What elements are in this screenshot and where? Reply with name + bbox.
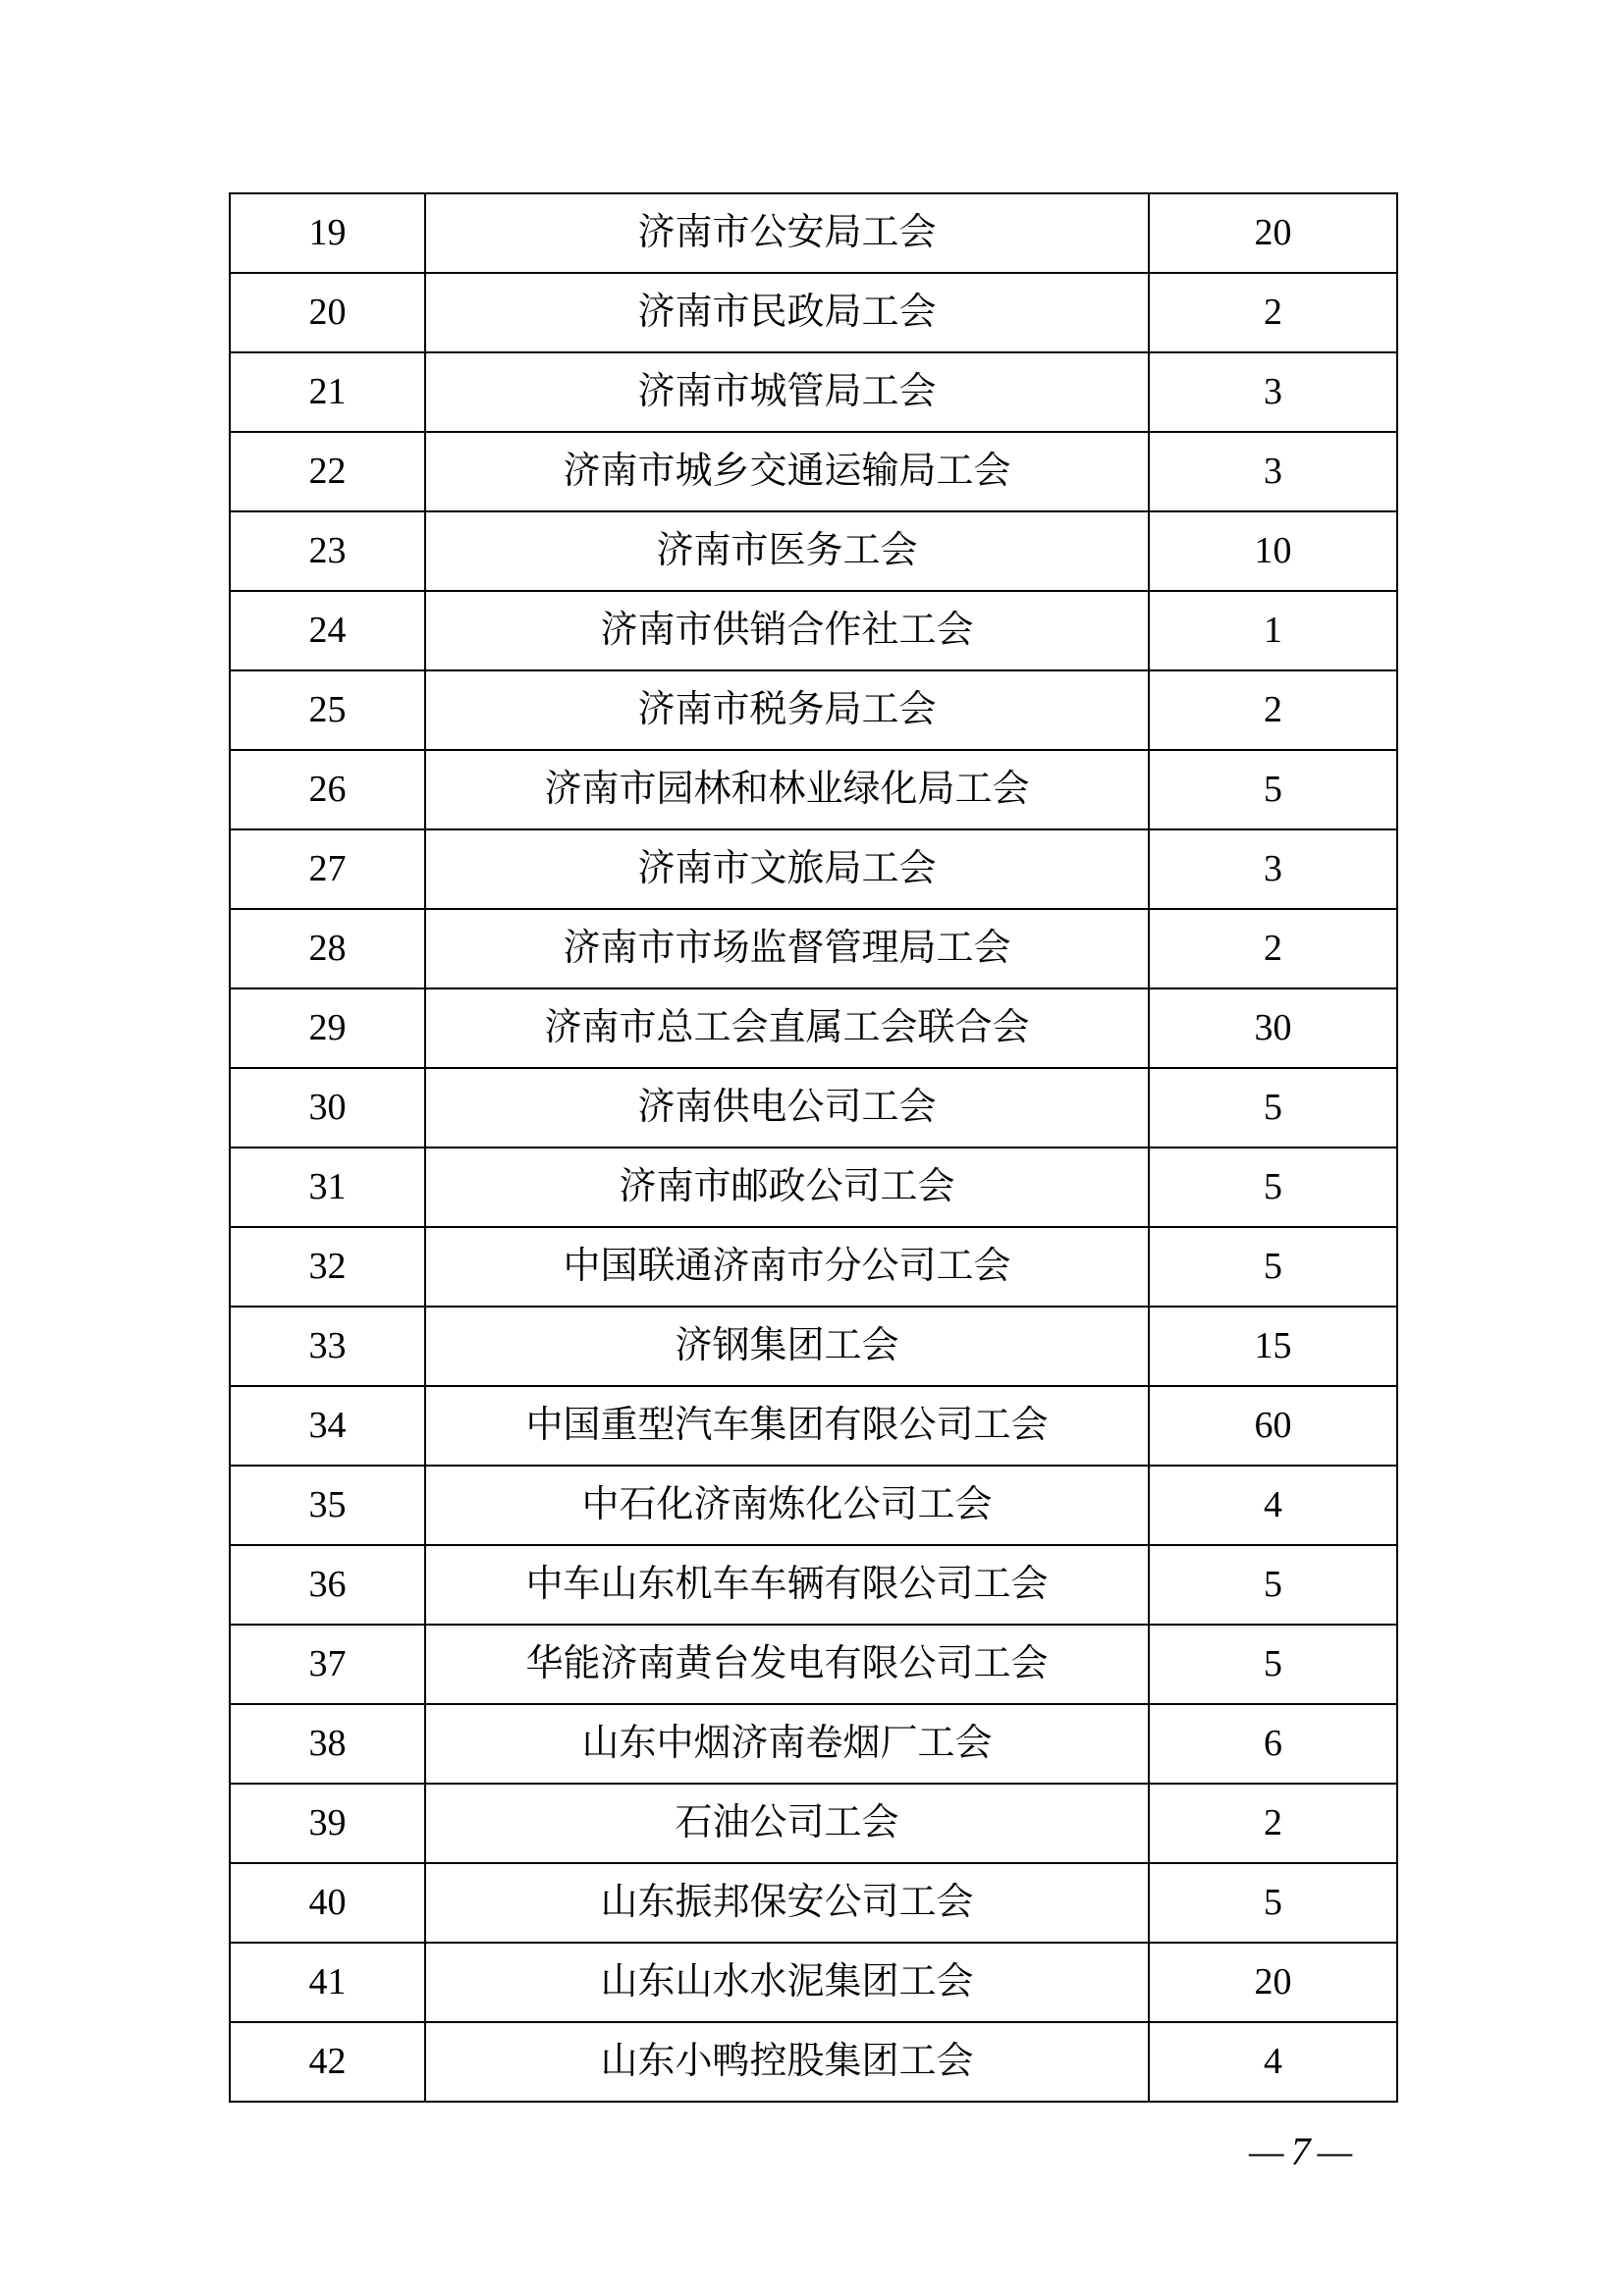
table-row xyxy=(230,1386,1397,1466)
row-number-cell: 39 xyxy=(230,1784,425,1863)
union-name-cell: 济南市医务工会 xyxy=(425,511,1149,591)
table-row xyxy=(230,1784,1397,1863)
union-name-cell: 华能济南黄台发电有限公司工会 xyxy=(425,1625,1149,1704)
row-number-cell: 31 xyxy=(230,1148,425,1227)
quota-count-cell: 2 xyxy=(1149,909,1397,988)
row-number-cell: 41 xyxy=(230,1943,425,2022)
quota-count-cell: 1 xyxy=(1149,591,1397,670)
table-row xyxy=(230,670,1397,750)
quota-count-cell: 5 xyxy=(1149,1068,1397,1148)
union-name-cell: 济南市总工会直属工会联合会 xyxy=(425,988,1149,1068)
row-number-cell: 24 xyxy=(230,591,425,670)
table-row xyxy=(230,1307,1397,1386)
union-name-cell: 中石化济南炼化公司工会 xyxy=(425,1466,1149,1545)
union-name-cell: 济南市园林和林业绿化局工会 xyxy=(425,750,1149,829)
row-number-cell: 34 xyxy=(230,1386,425,1466)
quota-count-cell: 5 xyxy=(1149,1625,1397,1704)
quota-count-cell: 10 xyxy=(1149,511,1397,591)
table-row xyxy=(230,193,1397,273)
quota-count-cell: 5 xyxy=(1149,750,1397,829)
table-row xyxy=(230,591,1397,670)
union-name-cell: 济南市文旅局工会 xyxy=(425,829,1149,909)
table-row xyxy=(230,352,1397,432)
union-name-cell: 中国联通济南市分公司工会 xyxy=(425,1227,1149,1307)
row-number-cell: 38 xyxy=(230,1704,425,1784)
row-number-cell: 35 xyxy=(230,1466,425,1545)
table-row xyxy=(230,2022,1397,2102)
quota-count-cell: 6 xyxy=(1149,1704,1397,1784)
row-number-cell: 42 xyxy=(230,2022,425,2102)
row-number-cell: 32 xyxy=(230,1227,425,1307)
union-name-cell: 济南市城管局工会 xyxy=(425,352,1149,432)
table-row xyxy=(230,1863,1397,1943)
quota-count-cell: 3 xyxy=(1149,829,1397,909)
quota-count-cell: 4 xyxy=(1149,2022,1397,2102)
union-name-cell: 济南市供销合作社工会 xyxy=(425,591,1149,670)
table-row xyxy=(230,1068,1397,1148)
quota-count-cell: 5 xyxy=(1149,1227,1397,1307)
union-name-cell: 济南市民政局工会 xyxy=(425,273,1149,352)
quota-count-cell: 2 xyxy=(1149,273,1397,352)
row-number-cell: 25 xyxy=(230,670,425,750)
union-name-cell: 济南供电公司工会 xyxy=(425,1068,1149,1148)
quota-count-cell: 30 xyxy=(1149,988,1397,1068)
table-row xyxy=(230,1227,1397,1307)
union-name-cell: 山东小鸭控股集团工会 xyxy=(425,2022,1149,2102)
quota-count-cell: 20 xyxy=(1149,193,1397,273)
row-number-cell: 27 xyxy=(230,829,425,909)
union-name-cell: 山东山水水泥集团工会 xyxy=(425,1943,1149,2022)
table-row xyxy=(230,988,1397,1068)
union-name-cell: 济南市税务局工会 xyxy=(425,670,1149,750)
table-row xyxy=(230,1704,1397,1784)
union-name-cell: 济南市城乡交通运输局工会 xyxy=(425,432,1149,511)
union-name-cell: 山东振邦保安公司工会 xyxy=(425,1863,1149,1943)
quota-count-cell: 2 xyxy=(1149,670,1397,750)
row-number-cell: 19 xyxy=(230,193,425,273)
row-number-cell: 33 xyxy=(230,1307,425,1386)
row-number-cell: 22 xyxy=(230,432,425,511)
union-quota-table-body xyxy=(230,193,1397,2102)
quota-count-cell: 20 xyxy=(1149,1943,1397,2022)
row-number-cell: 29 xyxy=(230,988,425,1068)
row-number-cell: 37 xyxy=(230,1625,425,1704)
row-number-cell: 30 xyxy=(230,1068,425,1148)
table-row xyxy=(230,1466,1397,1545)
quota-count-cell: 4 xyxy=(1149,1466,1397,1545)
row-number-cell: 36 xyxy=(230,1545,425,1625)
union-quota-table xyxy=(229,192,1398,2103)
row-number-cell: 28 xyxy=(230,909,425,988)
table-row xyxy=(230,511,1397,591)
union-name-cell: 济钢集团工会 xyxy=(425,1307,1149,1386)
table-row xyxy=(230,1545,1397,1625)
quota-count-cell: 5 xyxy=(1149,1863,1397,1943)
table-row xyxy=(230,909,1397,988)
union-name-cell: 山东中烟济南卷烟厂工会 xyxy=(425,1704,1149,1784)
union-name-cell: 中国重型汽车集团有限公司工会 xyxy=(425,1386,1149,1466)
row-number-cell: 40 xyxy=(230,1863,425,1943)
union-name-cell: 中车山东机车车辆有限公司工会 xyxy=(425,1545,1149,1625)
quota-count-cell: 3 xyxy=(1149,352,1397,432)
union-name-cell: 济南市市场监督管理局工会 xyxy=(425,909,1149,988)
quota-count-cell: 60 xyxy=(1149,1386,1397,1466)
table-row xyxy=(230,1943,1397,2022)
quota-count-cell: 5 xyxy=(1149,1148,1397,1227)
table-row xyxy=(230,750,1397,829)
union-name-cell: 济南市邮政公司工会 xyxy=(425,1148,1149,1227)
row-number-cell: 26 xyxy=(230,750,425,829)
union-name-cell: 石油公司工会 xyxy=(425,1784,1149,1863)
quota-count-cell: 3 xyxy=(1149,432,1397,511)
quota-count-cell: 5 xyxy=(1149,1545,1397,1625)
row-number-cell: 20 xyxy=(230,273,425,352)
table-row xyxy=(230,432,1397,511)
union-name-cell: 济南市公安局工会 xyxy=(425,193,1149,273)
row-number-cell: 21 xyxy=(230,352,425,432)
table-row xyxy=(230,829,1397,909)
quota-count-cell: 2 xyxy=(1149,1784,1397,1863)
row-number-cell: 23 xyxy=(230,511,425,591)
page-number: —7— xyxy=(1249,2129,1360,2173)
quota-count-cell: 15 xyxy=(1149,1307,1397,1386)
table-row xyxy=(230,1625,1397,1704)
table-row xyxy=(230,1148,1397,1227)
table-row xyxy=(230,273,1397,352)
